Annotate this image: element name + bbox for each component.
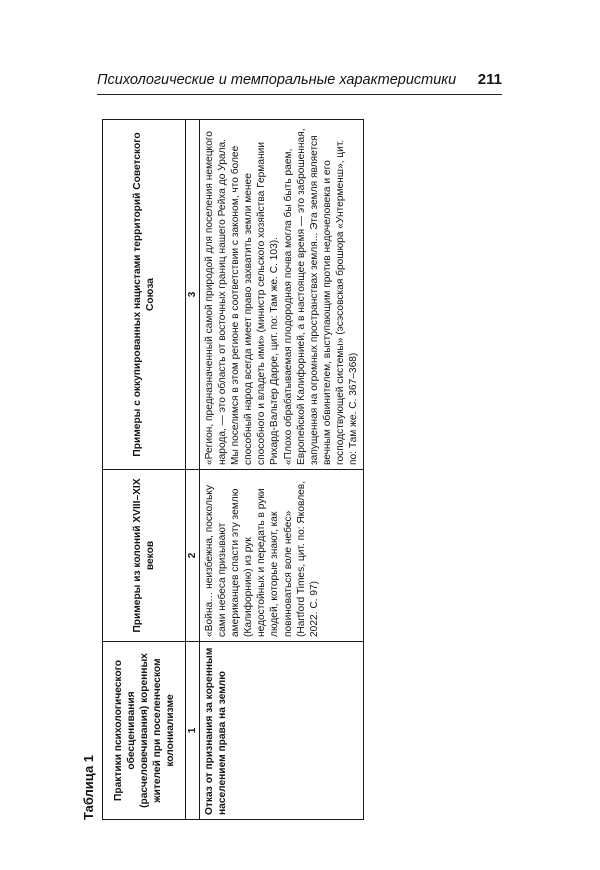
running-header: [97, 70, 502, 95]
colonial-example-cell: «Война… неизбежна, поскольку сами небеса призывают американцев спасти эту землю (Калифорнию) из рук недостойных и передать в руки людей, которые знают, как повиноваться воле небес» (Hartford Times, цит. по: Яковлев, 2022. С. 97): [200, 470, 364, 642]
quote-paragraph: «Плохо обрабатываемая плодородная почва могла бы быть раем, Европейской Калифорнией, а в настоящее время — это заброшенная, запущенная на огромных пространствах земля... Эта земля является вечным обвинителем, выступающим против недочеловека и его господствующей системы» (эсэсовская брошюра «Унтерменш», цит. по: Там же. С. 367–368): [282, 128, 360, 465]
rotated-table-block: [80, 120, 500, 820]
column-number: 3: [186, 120, 200, 470]
column-number: 2: [186, 470, 200, 642]
column-number-row: [186, 120, 200, 820]
quote-paragraph: «Регион, предназначенный самой природой для поселения немецкого народа, — это область от восточных границ нашего Рейха до Урала. Мы поселимся в этом регионе в соответствии с законом, что более способный народ всегда имеет право захватить земли менее способного и владеть ими» (министр сельского хозяйства Германии Рихард-Вальтер Дарре, цит. по: Там же. С. 103).: [204, 131, 281, 465]
data-table: [102, 119, 364, 820]
running-title: Психологические и темпоральные характеристики: [97, 72, 457, 88]
practice-cell: Отказ от признания за коренным населением права на землю: [200, 642, 364, 820]
table-row: [200, 120, 364, 820]
table-caption: Таблица 1: [81, 754, 96, 820]
column-number: 1: [186, 642, 200, 820]
column-header-colonial-examples: Примеры из колоний XVIII–XIX веков: [103, 470, 186, 642]
column-header-nazi-examples: Примеры с оккупированных нацистами территорий Советского Союза: [103, 120, 186, 470]
page-number: 211: [477, 71, 502, 88]
table-header-row: [103, 120, 186, 820]
column-header-practices: Практики психологического обесценивания (расчеловечивания) коренных жителей при поселенческом колониализме: [103, 642, 186, 820]
nazi-examples-cell: [200, 120, 364, 470]
